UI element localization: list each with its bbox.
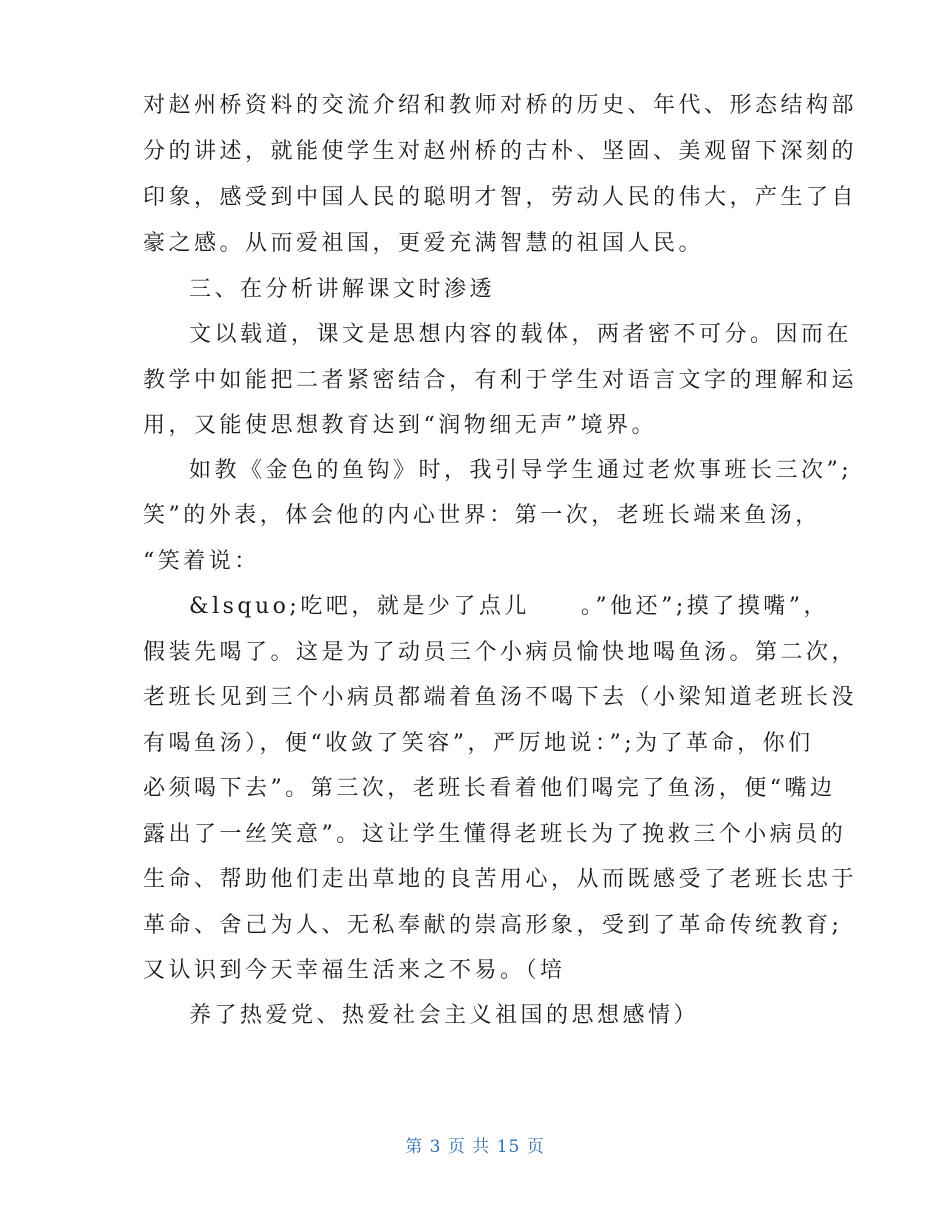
text-line: 用，又能使思想教育达到“润物细无声”境界。 [143,413,657,438]
text-line: 露出了一丝笑意”。这让学生懂得老班长为了挽救三个小病员的 [143,822,847,847]
text-line: 又认识到今天幸福生活来之不易。（培 [143,958,566,983]
page-number: 第 3 页 共 15 页 [405,1137,545,1157]
text-line: 笑”的外表，体会他的内心世界：第一次，老班长端来鱼汤， [143,503,821,528]
text-line: 生命、帮助他们走出草地的良苦用心，从而既感受了老班长忠于 [143,867,858,892]
text-line: 如教《金色的鱼钩》时，我引导学生通过老炊事班长三次”; [189,458,853,483]
text-line: 有喝鱼汤），便“收敛了笑容”，严厉地说：”;为了革命，你们 [143,731,814,756]
text-line: 老班长见到三个小病员都端着鱼汤不喝下去（小梁知道老班长没 [143,685,858,710]
text-line: 假装先喝了。这是为了动员三个小病员愉快地喝鱼汤。第二次， [143,640,858,665]
text-line: “笑着说： [143,549,260,574]
text-line: 教学中如能把二者紧密结合，有利于学生对语言文字的理解和运 [143,368,858,393]
section-heading: 三、在分析讲解课文时渗透 [189,277,496,302]
text-line: 文以载道，课文是思想内容的载体，两者密不可分。因而在 [189,322,853,347]
text-line: 革命、舍己为人、无私奉献的崇高形象，受到了革命传统教育; [143,913,843,938]
text-line: &lsquo;吃吧，就是少了点儿 。”他还”;摸了摸嘴”， [189,594,829,619]
text-line: 印象，感受到中国人民的聪明才智，劳动人民的伟大，产生了自 [143,185,858,210]
text-line: 养了热爱党、热爱社会主义祖国的思想感情） [189,1003,700,1028]
text-line: 对赵州桥资料的交流介绍和教师对桥的历史、年代、形态结构部 [143,93,858,118]
text-line: 豪之感。从而爱祖国，更爱充满智慧的祖国人民。 [143,231,705,256]
text-line: 分的讲述，就能使学生对赵州桥的古朴、坚固、美观留下深刻的 [143,139,858,164]
text-line: 必须喝下去”。第三次，老班长看着他们喝完了鱼汤，便“嘴边 [143,776,836,801]
